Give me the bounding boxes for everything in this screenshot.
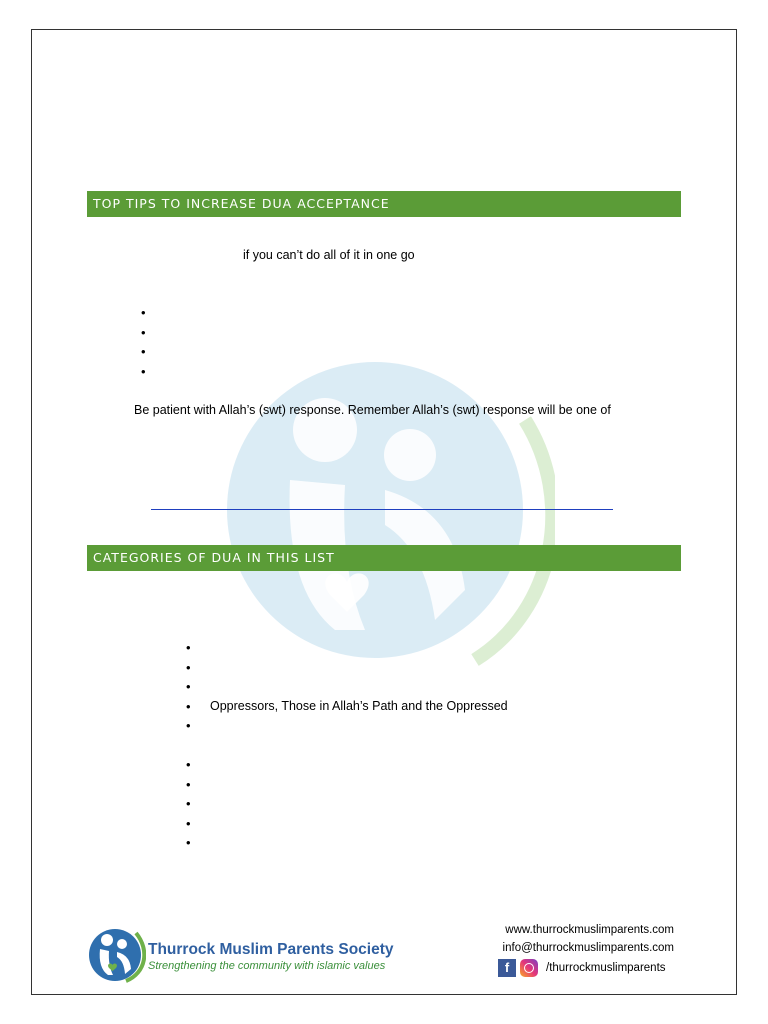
list-item <box>186 658 508 678</box>
list-item <box>186 677 508 697</box>
org-logo-icon <box>88 925 146 983</box>
list-item: • Oppressors, Those in Allah’s Path and the Oppressed <box>186 697 508 717</box>
instagram-icon[interactable] <box>520 959 538 977</box>
list-item <box>141 362 165 382</box>
tips-intro-line: if you can’t do all of it in one go <box>243 248 415 262</box>
social-row <box>498 958 666 978</box>
website-link[interactable]: www.thurrockmuslimparents.com <box>505 924 674 936</box>
list-item <box>186 833 210 853</box>
list-item <box>141 342 165 362</box>
list-item <box>186 794 210 814</box>
categories-bullet-list-2 <box>186 755 210 853</box>
list-item <box>186 755 210 775</box>
patience-line: Be patient with Allah’s (swt) response. Remember Allah’s (swt) response will be one of <box>134 403 611 417</box>
list-item <box>141 303 165 323</box>
facebook-icon[interactable]: f <box>498 959 516 977</box>
list-item <box>186 638 508 658</box>
list-item <box>186 814 210 834</box>
org-tagline: Strengthening the community with islamic values <box>148 960 386 972</box>
categories-bullet-list-1 <box>186 638 508 736</box>
tips-section-header: TOP TIPS TO INCREASE DUA ACCEPTANCE <box>87 191 681 217</box>
list-item <box>186 716 508 736</box>
org-name: Thurrock Muslim Parents Society <box>148 941 394 958</box>
list-item <box>186 775 210 795</box>
list-item <box>141 323 165 343</box>
social-handle[interactable]: /thurrockmuslimparents <box>546 962 666 974</box>
underline-link[interactable] <box>151 509 613 510</box>
email-link[interactable]: info@thurrockmuslimparents.com <box>502 942 674 954</box>
categories-section-header: CATEGORIES OF DUA IN THIS LIST <box>87 545 681 571</box>
tips-bullet-list <box>141 303 165 381</box>
